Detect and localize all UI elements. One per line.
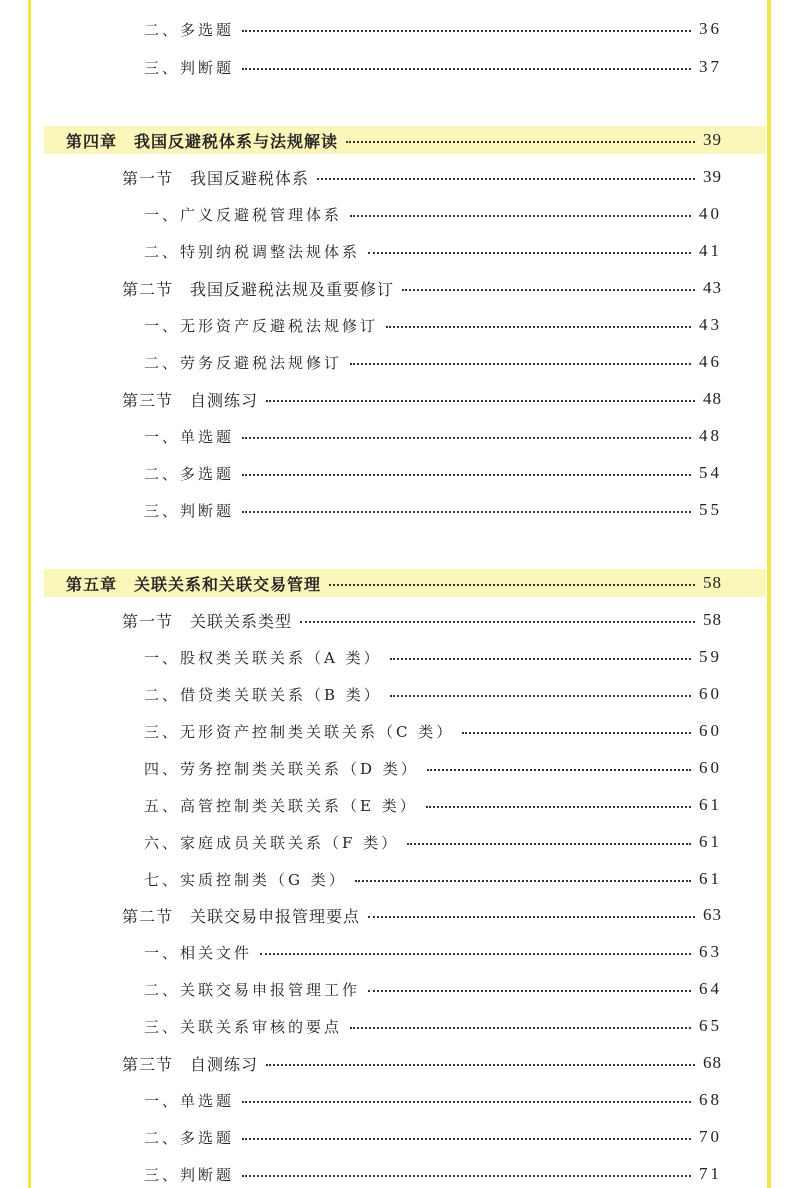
toc-page-number: 36	[699, 19, 722, 38]
toc-item-entry[interactable]	[144, 1012, 722, 1040]
toc-item-entry[interactable]	[144, 53, 722, 81]
toc-page-number: 55	[699, 500, 722, 519]
toc-item-entry[interactable]	[144, 680, 722, 708]
dot-leader	[317, 178, 695, 180]
toc-item-entry[interactable]	[144, 496, 722, 524]
toc-section-entry[interactable]	[122, 1049, 722, 1077]
toc-entry-title: 二、劳务反避税法规修订	[144, 353, 343, 372]
toc-item-entry[interactable]	[144, 1086, 722, 1114]
toc-entry-title: 第五章 关联关系和关联交易管理	[66, 574, 322, 594]
toc-page-number: 71	[699, 1164, 722, 1183]
toc-page-number: 41	[699, 241, 722, 260]
toc-entry-title: 第二节 关联交易申报管理要点	[122, 906, 361, 926]
toc-item-entry[interactable]	[144, 975, 722, 1003]
toc-section-entry[interactable]	[122, 385, 722, 413]
toc-section-entry[interactable]	[122, 163, 722, 191]
dot-leader	[350, 363, 691, 365]
toc-item-entry[interactable]	[144, 791, 722, 819]
toc-entry-title: 第三节 自测练习	[122, 1054, 259, 1074]
dot-leader	[350, 215, 691, 217]
toc-entry-title: 二、多选题	[144, 1128, 235, 1147]
toc-item-entry[interactable]	[144, 1160, 722, 1188]
dot-leader	[426, 806, 691, 808]
toc-page-number: 61	[699, 795, 722, 814]
toc-section-entry[interactable]	[122, 606, 722, 634]
toc-page-number: 68	[699, 1090, 722, 1109]
toc-entry-title: 七、实质控制类（G 类）	[144, 870, 347, 889]
toc-entry-title: 一、相关文件	[144, 943, 253, 962]
dot-leader	[242, 30, 691, 32]
toc-item-entry[interactable]	[144, 754, 722, 782]
toc-entry-title: 第一节 关联关系类型	[122, 611, 293, 631]
toc-item-entry[interactable]	[144, 459, 722, 487]
toc-page-number: 58	[703, 610, 722, 629]
dot-leader	[368, 252, 691, 254]
toc-entry-title: 一、单选题	[144, 427, 235, 446]
toc-item-entry[interactable]	[144, 311, 722, 339]
toc-entry-title: 六、家庭成员关联关系（F 类）	[144, 833, 400, 852]
toc-page-number: 48	[703, 389, 722, 408]
toc-entry-title: 二、多选题	[144, 20, 235, 39]
toc-item-entry[interactable]	[144, 717, 722, 745]
toc-item-entry[interactable]	[144, 865, 722, 893]
toc-item-entry[interactable]	[144, 422, 722, 450]
dot-leader	[266, 1064, 695, 1066]
toc-page-number: 43	[703, 278, 722, 297]
dot-leader	[355, 880, 691, 882]
dot-leader	[368, 990, 691, 992]
toc-item-entry[interactable]	[144, 15, 722, 43]
toc-entry-title: 第三节 自测练习	[122, 390, 259, 410]
dot-leader	[266, 400, 695, 402]
toc-section-entry[interactable]	[122, 901, 722, 929]
toc-page-number: 39	[703, 167, 722, 186]
toc-page-number: 61	[699, 832, 722, 851]
toc-page-number: 58	[703, 573, 722, 592]
toc-entry-title: 五、高管控制类关联关系（E 类）	[144, 796, 418, 815]
dot-leader	[329, 584, 695, 586]
toc-item-entry[interactable]	[144, 200, 722, 228]
toc-page-number: 63	[703, 905, 722, 924]
dot-leader	[260, 953, 691, 955]
toc-entry-title: 一、股权类关联关系（A 类）	[144, 648, 382, 667]
toc-item-entry[interactable]	[144, 828, 722, 856]
toc-page-number: 54	[699, 463, 722, 482]
toc-entry-title: 三、无形资产控制类关联关系（C 类）	[144, 722, 455, 741]
toc-page-number: 60	[699, 721, 722, 740]
toc-page-number: 46	[699, 352, 722, 371]
dot-leader	[242, 1101, 691, 1103]
toc-entry-title: 二、关联交易申报管理工作	[144, 980, 361, 999]
toc-page-number: 37	[699, 57, 722, 76]
toc-entry-title: 三、判断题	[144, 58, 235, 77]
toc-item-entry[interactable]	[144, 237, 722, 265]
toc-page-number: 39	[703, 130, 722, 149]
toc-page-number: 68	[703, 1053, 722, 1072]
toc-entry-title: 三、关联关系审核的要点	[144, 1017, 343, 1036]
dot-leader	[242, 1175, 691, 1177]
dot-leader	[242, 474, 691, 476]
dot-leader	[407, 843, 691, 845]
toc-entry-title: 四、劳务控制类关联关系（D 类）	[144, 759, 419, 778]
toc-page-number: 40	[699, 204, 722, 223]
toc-entry-title: 一、无形资产反避税法规修订	[144, 316, 379, 335]
dot-leader	[350, 1027, 691, 1029]
toc-page-number: 59	[699, 647, 722, 666]
toc-page-number: 60	[699, 684, 722, 703]
dot-leader	[242, 68, 691, 70]
dot-leader	[346, 141, 695, 143]
dot-leader	[390, 695, 691, 697]
dot-leader	[386, 326, 691, 328]
dot-leader	[390, 658, 691, 660]
dot-leader	[462, 732, 691, 734]
toc-entry-title: 第二节 我国反避税法规及重要修订	[122, 279, 395, 299]
toc-entry-title: 三、判断题	[144, 501, 235, 520]
dot-leader	[242, 511, 691, 513]
dot-leader	[242, 1138, 691, 1140]
toc-item-entry[interactable]	[144, 643, 722, 671]
toc-page-number: 70	[699, 1127, 722, 1146]
toc-page-number: 43	[699, 315, 722, 334]
toc-entry-title: 三、判断题	[144, 1165, 235, 1184]
toc-page-number: 61	[699, 869, 722, 888]
toc-page-number: 65	[699, 1016, 722, 1035]
toc-entry-title: 二、借贷类关联关系（B 类）	[144, 685, 382, 704]
toc-page-number: 63	[699, 942, 722, 961]
toc-entry-title: 第四章 我国反避税体系与法规解读	[66, 131, 339, 151]
toc-entry-title: 第一节 我国反避税体系	[122, 168, 310, 188]
toc-item-entry[interactable]	[144, 1123, 722, 1151]
toc-entry-title: 一、广义反避税管理体系	[144, 205, 343, 224]
toc-page-number: 48	[699, 426, 722, 445]
dot-leader	[300, 621, 695, 623]
toc-item-entry[interactable]	[144, 348, 722, 376]
dot-leader	[368, 916, 695, 918]
toc-entry-title: 一、单选题	[144, 1091, 235, 1110]
dot-leader	[242, 437, 691, 439]
toc-chapter-entry[interactable]	[44, 569, 722, 597]
toc-section-entry[interactable]	[122, 274, 722, 302]
toc-chapter-entry[interactable]	[44, 126, 722, 154]
toc-page-number: 64	[699, 979, 722, 998]
toc-entry-title: 二、特别纳税调整法规体系	[144, 242, 361, 261]
toc-item-entry[interactable]	[144, 938, 722, 966]
dot-leader	[427, 769, 691, 771]
toc-page-number: 60	[699, 758, 722, 777]
toc-entry-title: 二、多选题	[144, 464, 235, 483]
dot-leader	[402, 289, 695, 291]
